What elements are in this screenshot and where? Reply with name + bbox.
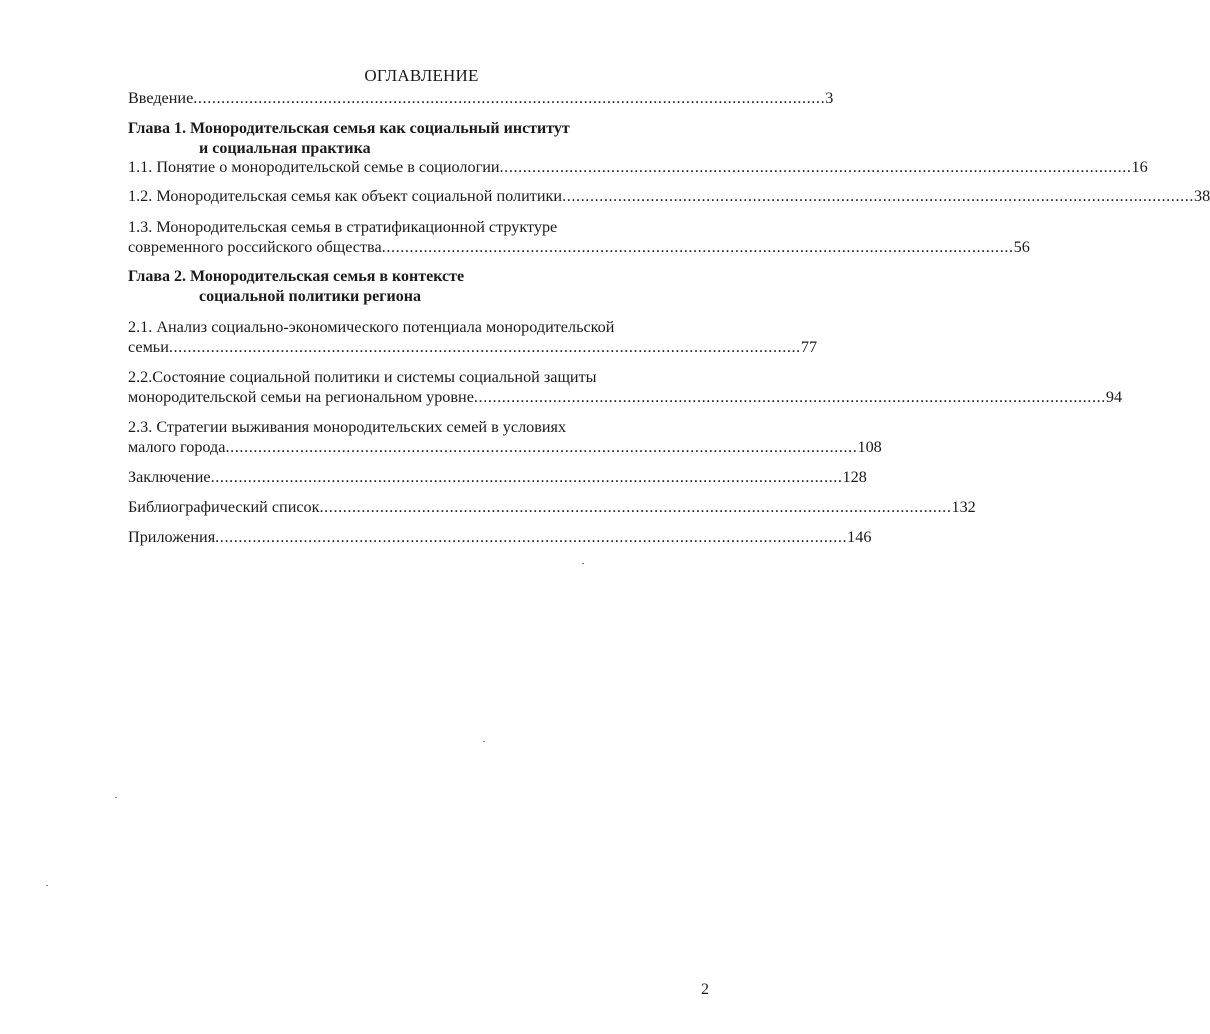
toc-entry-page: 38 bbox=[1194, 187, 1210, 205]
toc-entry-title-line-2: современного российского общества bbox=[128, 238, 382, 256]
leader-dots: ........................................................................................................................................ bbox=[319, 498, 952, 516]
page-number: 2 bbox=[701, 981, 709, 998]
toc-entry-title: Библиографический список bbox=[128, 498, 320, 516]
leader-dots: ........................................................................................................................................ bbox=[225, 438, 858, 456]
toc-entry-page: 77 bbox=[800, 338, 818, 356]
leader-dots: ........................................................................................................................................ bbox=[381, 238, 1014, 256]
toc-entry-page: 108 bbox=[857, 438, 882, 456]
scan-speck bbox=[115, 797, 117, 798]
toc-entry-page: 3 bbox=[825, 89, 834, 107]
toc-entry-page: 56 bbox=[1013, 238, 1030, 256]
leader-dots: ........................................................................................................................................ bbox=[473, 388, 1106, 406]
toc-entry-page: 16 bbox=[1131, 158, 1148, 176]
leader-dots: ........................................................................................................................................ bbox=[215, 528, 848, 546]
toc-entry-title: Введение bbox=[128, 89, 194, 107]
toc-entry-title: Заключение bbox=[128, 468, 211, 486]
toc-entry-2-1 bbox=[128, 317, 818, 357]
toc-entry-title: 1.2. Монородительская семья как объект социальной политики bbox=[128, 187, 563, 205]
toc-entry-1-2 bbox=[128, 186, 1210, 206]
toc-entry-title-line-2: семьи bbox=[128, 338, 169, 356]
scan-speck bbox=[46, 885, 48, 886]
chapter-1-line-2: и социальная практика bbox=[199, 140, 371, 157]
toc-entry-2-2 bbox=[128, 367, 1123, 407]
chapter-1-heading bbox=[128, 119, 570, 159]
chapter-2-heading bbox=[128, 267, 464, 307]
toc-entry-appendices bbox=[128, 527, 872, 547]
toc-entry-title-line-1: 1.3. Монородительская семья в стратификационной структуре bbox=[128, 218, 558, 236]
leader-dots: ........................................................................................................................................ bbox=[562, 187, 1195, 205]
chapter-1-line-1: Глава 1. Монородительская семья как социальный институт bbox=[128, 120, 570, 137]
toc-entry-page: 128 bbox=[842, 468, 867, 486]
toc-entry-intro bbox=[128, 88, 834, 108]
leader-dots: ........................................................................................................................................ bbox=[499, 158, 1132, 176]
toc-entry-page: 94 bbox=[1105, 388, 1123, 406]
toc-entry-title: 1.1. Понятие о монородительской семье в социологии bbox=[128, 158, 500, 176]
toc-entry-title-line-1: 2.1. Анализ социально-экономического потенциала монородительской bbox=[128, 318, 615, 336]
scan-speck bbox=[582, 563, 584, 564]
toc-entry-1-3 bbox=[128, 217, 1030, 257]
toc-entry-page: 146 bbox=[847, 528, 872, 546]
leader-dots: ........................................................................................................................................ bbox=[193, 89, 826, 107]
scan-speck bbox=[483, 741, 485, 742]
toc-entry-title-line-2: монородительской семьи на региональном уровне bbox=[128, 388, 474, 406]
toc-entry-conclusion bbox=[128, 467, 867, 487]
toc-entry-title-line-2: малого города bbox=[128, 438, 226, 456]
toc-entry-title: Приложения bbox=[128, 528, 216, 546]
toc-entry-2-3 bbox=[128, 417, 882, 457]
toc-title: ОГЛАВЛЕНИЕ bbox=[364, 66, 479, 85]
chapter-2-line-1: Глава 2. Монородительская семья в контексте bbox=[128, 268, 465, 285]
toc-entry-1-1 bbox=[128, 157, 1148, 177]
toc-entry-title-line-1: 2.3. Стратегии выживания монородительских семей в условиях bbox=[128, 418, 567, 436]
toc-entry-bibliography bbox=[128, 497, 976, 517]
leader-dots: ........................................................................................................................................ bbox=[210, 468, 843, 486]
toc-entry-page: 132 bbox=[951, 498, 976, 516]
chapter-2-line-2: социальной политики региона bbox=[199, 288, 421, 305]
toc-entry-title-line-1: 2.2.Состояние социальной политики и системы социальной защиты bbox=[128, 368, 597, 386]
leader-dots: ........................................................................................................................................ bbox=[168, 338, 801, 356]
